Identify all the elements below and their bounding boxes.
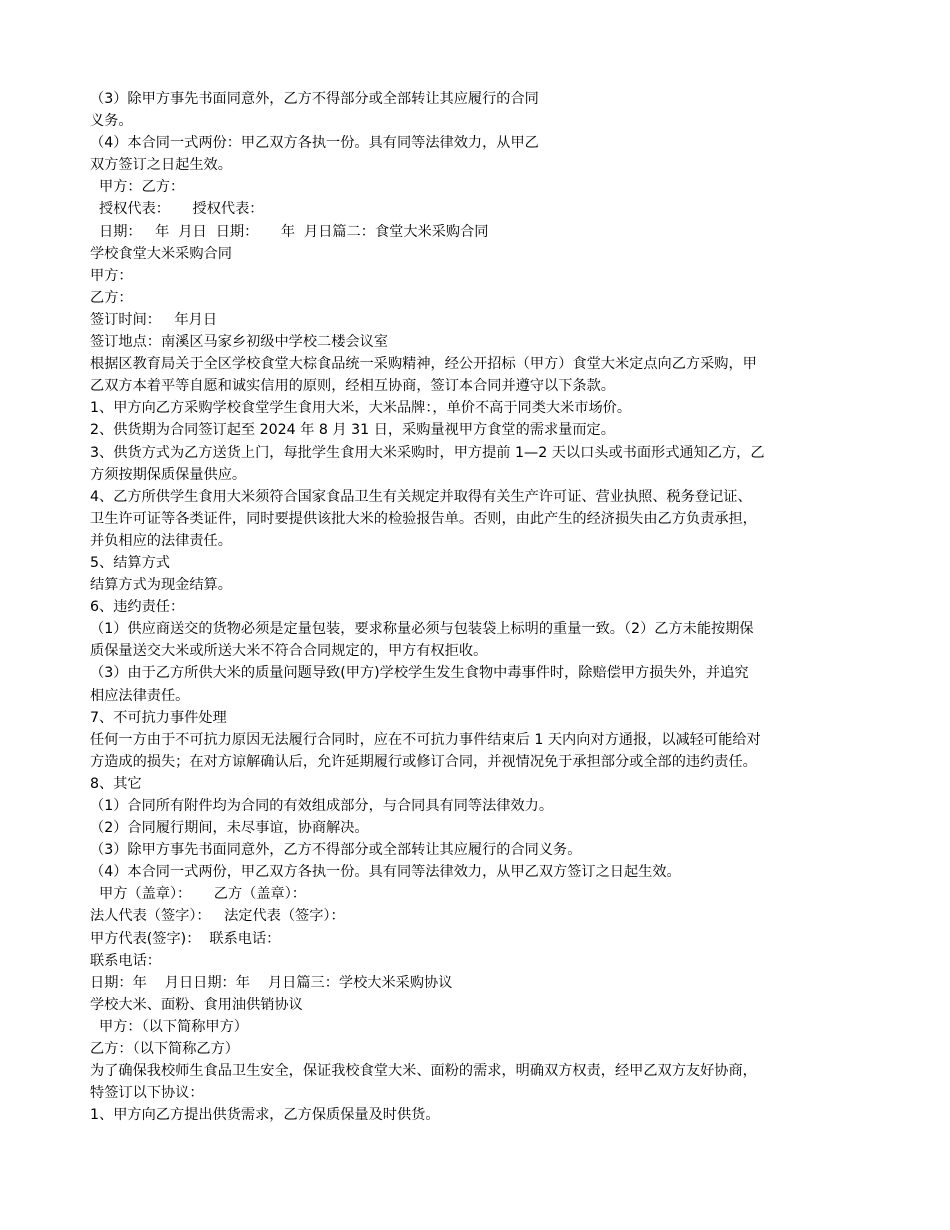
text-line: 2、供货期为合同签订起至 2024 年 8 月 31 日，采购量视甲方食堂的需求量而定。 <box>90 422 615 439</box>
text-line: 任何一方由于不可抗力原因无法履行合同时，应在不可抗力事件结束后 1 天内向对方通报，以减轻可能给对 <box>90 731 761 748</box>
text-line: 5、结算方式 <box>90 554 170 571</box>
text-line: 8、其它 <box>90 775 142 792</box>
text-line: 为了确保我校师生食品卫生安全，保证我校食堂大米、面粉的需求，明确双方权责，经甲乙双方友好协商， <box>90 1063 757 1080</box>
text-line: 授权代表： 授权代表： <box>90 201 264 218</box>
text-line: 日期：年 月日日期：年 月日篇三：学校大米采购协议 <box>90 974 453 991</box>
text-line: （1）供应商送交的货物必须是定量包装，要求称量必须与包装袋上标明的重量一致。（2）乙方未能按期保 <box>90 621 754 638</box>
text-line: （4）本合同一式两份：甲乙双方各执一份。具有同等法律效力，从甲乙 <box>90 135 539 152</box>
text-line: 签订地点：南溪区马家乡初级中学校二楼会议室 <box>90 334 388 351</box>
text-line: 乙方：（以下简称乙方） <box>90 1041 239 1058</box>
text-line: 双方签订之日起生效。 <box>90 157 232 174</box>
text-line: 义务。 <box>90 113 133 130</box>
text-line: 相应法律责任。 <box>90 687 190 704</box>
text-line: 卫生许可证等各类证件，同时要提供该批大米的检验报告单。否则，由此产生的经济损失由乙方负责承担， <box>90 510 757 527</box>
section-title: 学校大米、面粉、食用油供销协议 <box>90 996 303 1013</box>
text-line: 法人代表（签字）： 法定代表（签字）： <box>90 908 345 925</box>
text-line: （1）合同所有附件均为合同的有效组成部分，与合同具有同等法律效力。 <box>90 798 554 814</box>
text-line: 乙双方本着平等自愿和诚实信用的原则，经相互协商，签订本合同并遵守以下条款。 <box>90 378 615 395</box>
text-line: 乙方： <box>90 289 133 306</box>
text-line: 4、乙方所供学生食用大米须符合国家食品卫生有关规定并取得有关生产许可证、营业执照、税务登记证、 <box>90 488 752 505</box>
text-line: 甲方：（以下简称甲方） <box>90 1018 248 1035</box>
text-line: 特签订以下协议： <box>90 1085 204 1102</box>
text-line: （3）除甲方事先书面同意外，乙方不得部分或全部转让其应履行的合同 <box>90 91 539 107</box>
text-line: 1、甲方向乙方提出供货需求，乙方保质保量及时供货。 <box>90 1107 440 1124</box>
text-line: 1、甲方向乙方采购学校食堂学生食用大米，大米品牌：，单价不高于同类大米市场价。 <box>90 400 632 417</box>
text-line: 联系电话： <box>90 952 161 969</box>
text-line: （3）由于乙方所供大米的质量问题导致(甲方)学校学生发生食物中毒事件时，除赔偿甲方损失外，并追究 <box>90 665 749 682</box>
text-line: 签订时间： 年月日 <box>90 311 218 328</box>
text-line: （3）除甲方事先书面同意外，乙方不得部分或全部转让其应履行的合同义务。 <box>90 842 582 859</box>
text-line: 方须按期保质保量供应。 <box>90 466 247 483</box>
text-line: 日期： 年 月日 日期： 年 月日篇二：食堂大米采购合同 <box>90 223 489 240</box>
text-line: 甲方代表(签字)： 联系电话： <box>90 930 281 947</box>
text-line: 方造成的损失；在对方谅解确认后，允许延期履行或修订合同，并视情况免于承担部分或全部的违约责任。 <box>90 753 757 770</box>
text-line: 结算方式为现金结算。 <box>90 577 232 594</box>
text-line: （2）合同履行期间，未尽事谊，协商解决。 <box>90 820 369 837</box>
text-line: 并负相应的法律责任。 <box>90 532 232 549</box>
text-line: 质保量送交大米或所送大米不符合合同规定的，甲方有权拒收。 <box>90 643 488 660</box>
document-page <box>90 88 870 1126</box>
text-line: 甲方（盖章）： 乙方（盖章）： <box>90 886 306 903</box>
text-line: 6、违约责任： <box>90 599 185 616</box>
text-line: 根据区教育局关于全区学校食堂大棕食品统一采购精神，经公开招标（甲方）食堂大米定点向乙方采购，甲 <box>90 356 757 373</box>
text-line: 甲方： <box>90 267 133 284</box>
text-line: 甲方：乙方： <box>90 179 185 196</box>
text-line: 3、供货方式为乙方送货上门，每批学生食用大米采购时，甲方提前 1—2 天以口头或书面形式通知乙方，乙 <box>90 444 765 461</box>
section-title: 学校食堂大米采购合同 <box>90 245 232 262</box>
text-line: （4）本合同一式两份，甲乙双方各执一份。具有同等法律效力，从甲乙双方签订之日起生效。 <box>90 864 681 881</box>
text-line: 7、不可抗力事件处理 <box>90 709 227 726</box>
